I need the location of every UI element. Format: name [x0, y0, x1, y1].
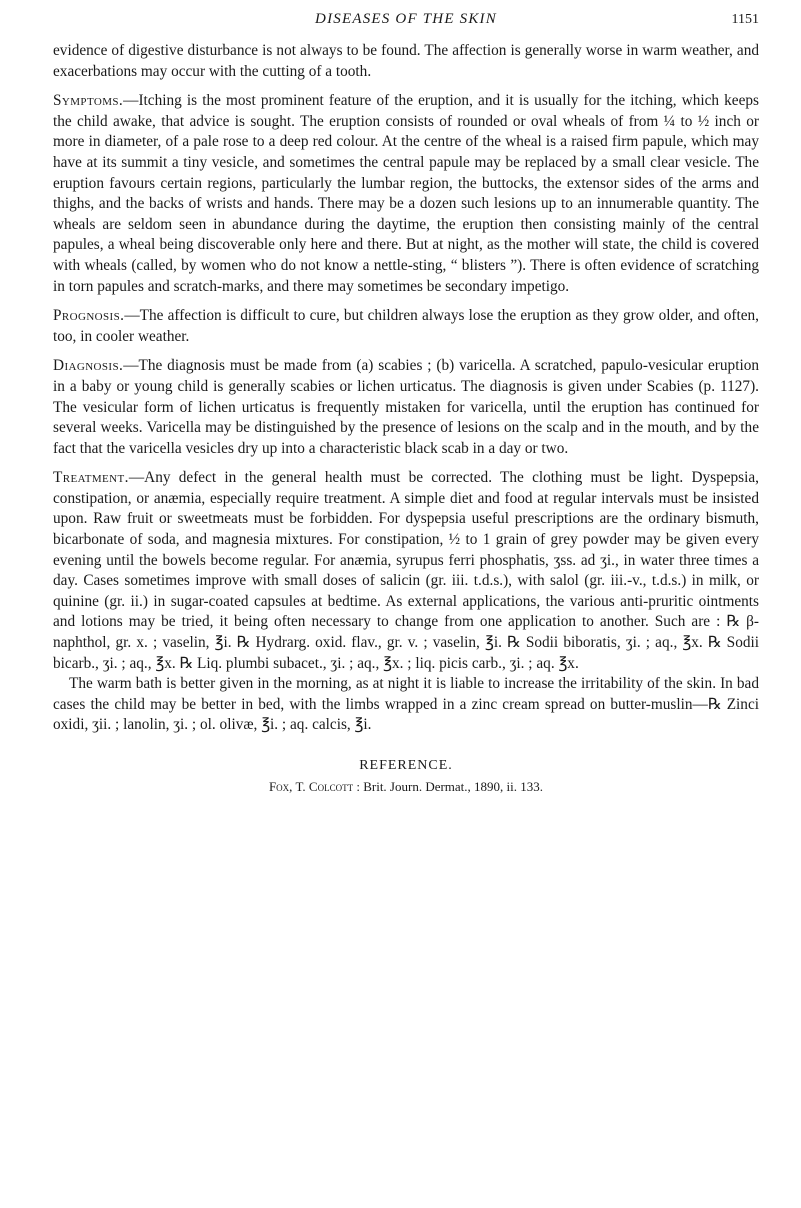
reference-heading: REFERENCE. — [359, 758, 453, 773]
paragraph-diagnosis — [53, 356, 759, 459]
paragraph-continuation — [53, 41, 759, 82]
paragraph-text: —Any defect in the general health must be corrected. The clothing must be light. Dyspepsia, constipation, or anæmia, especially require treatment. A simple diet and food at regular intervals must be insisted upon. Raw fruit or sweetmeats must be forbidden. For dyspepsia useful prescriptions are the ordinary bismuth, bicarbonate of soda, and magnesia mixtures. For constipation, ½ to 1 grain of grey powder may be given every evening until the bowels become regular. For anæmia, syrupus ferri phosphatis, ʒss. ad ʒi., in water three times a day. Cases sometimes improve with small doses of salicin (gr. iii. t.d.s.), with salol (gr. iii.-v., t.d.s.) in milk, or quinine (gr. ii.) in sugar-coated capsules at bedtime. As external applications, the various anti-pruritic ointments and lotions may be tried, it being often necessary to change from one application to another. Such are : ℞ β-naphthol, gr. x. ; vaselin, ℥i. ℞ Hydrarg. oxid. flav., gr. v. ; vaselin, ℥i. ℞ Sodii biboratis, ʒi. ; aq., ℥x. ℞ Sodii bicarb., ʒi. ; aq., ℥x. ℞ Liq. plumbi subacet., ʒi. ; aq., ℥x. ; liq. picis carb., ʒi. ; aq. ℥x. — [53, 469, 759, 672]
reference-author: Fox, T. Colcott — [268, 779, 354, 794]
paragraph-symptoms — [53, 91, 759, 297]
section-heading-symptoms: Symptoms. — [53, 92, 124, 110]
page-number: 1151 — [731, 12, 759, 27]
running-head — [53, 9, 759, 31]
running-title: DISEASES OF THE SKIN — [315, 11, 497, 27]
reference-citation: : Brit. Journ. Dermat., 1890, ii. 133. — [353, 779, 544, 794]
paragraph-text: The warm bath is better given in the morning, as at night it is liable to increase the irritability of the skin. In bad cases the child may be better in bed, with the limbs wrapped in a zinc cream spread on butter-muslin—℞ Zinci oxidi, ʒii. ; lanolin, ʒi. ; ol. olivæ, ℥i. ; aq. calcis, ℥i. — [53, 675, 759, 734]
section-heading-treatment: Treatment. — [53, 469, 129, 487]
reference-entry — [53, 779, 759, 795]
body-text — [53, 41, 759, 795]
paragraph-text: —The affection is difficult to cure, but children always lose the eruption as they grow older, and often, too, in cooler weather. — [53, 307, 759, 345]
section-heading-prognosis: Prognosis. — [53, 307, 125, 325]
paragraph-text: evidence of digestive disturbance is not always to be found. The affection is generally worse in warm weather, and exacerbations may occur with the cutting of a tooth. — [53, 42, 759, 80]
paragraph-text: —Itching is the most prominent feature of the eruption, and it is usually for the itching, which keeps the child awake, that advice is sought. The eruption consists of rounded or oval wheals of from ¼ to ½ inch or more in diameter, of a pale rose to a deep red colour. At the centre of the wheal is a raised firm papule, which may have at its summit a tiny vesicle, and sometimes the central papule may be replaced by a small clear vesicle. The eruption favours certain regions, particularly the lumbar region, the buttocks, the extensor sides of the arms and thighs, and the backs of wrists and hands. There may be a dozen such lesions up to an innumerable quantity. The wheals are seldom seen in abundance during the daytime, the eruption then consisting mainly of the central papules, a wheal being discoverable only here and there. But at night, as the mother will state, the child is covered with wheals (called, by women who do not know a nettle-sting, “ blisters ”). There is often evidence of scratching in torn papules and scratch-marks, and there may sometimes be secondary impetigo. — [53, 92, 759, 295]
paragraph-warm-bath — [53, 674, 759, 736]
paragraph-text: —The diagnosis must be made from (a) scabies ; (b) varicella. A scratched, papulo-vesicular eruption in a baby or young child is generally scabies or lichen urticatus. The diagnosis is given under Scabies (p. 1127). The vesicular form of lichen urticatus is frequently mistaken for varicella, until the eruption has continued for several weeks. Varicella may be distinguished by the presence of lesions on the scalp and in the mouth, and by the fact that the varicella vesicles dry up into a characteristic black scab in a day or two. — [53, 357, 759, 457]
section-heading-diagnosis: Diagnosis. — [53, 357, 124, 375]
paragraph-prognosis — [53, 306, 759, 347]
paragraph-treatment — [53, 468, 759, 674]
